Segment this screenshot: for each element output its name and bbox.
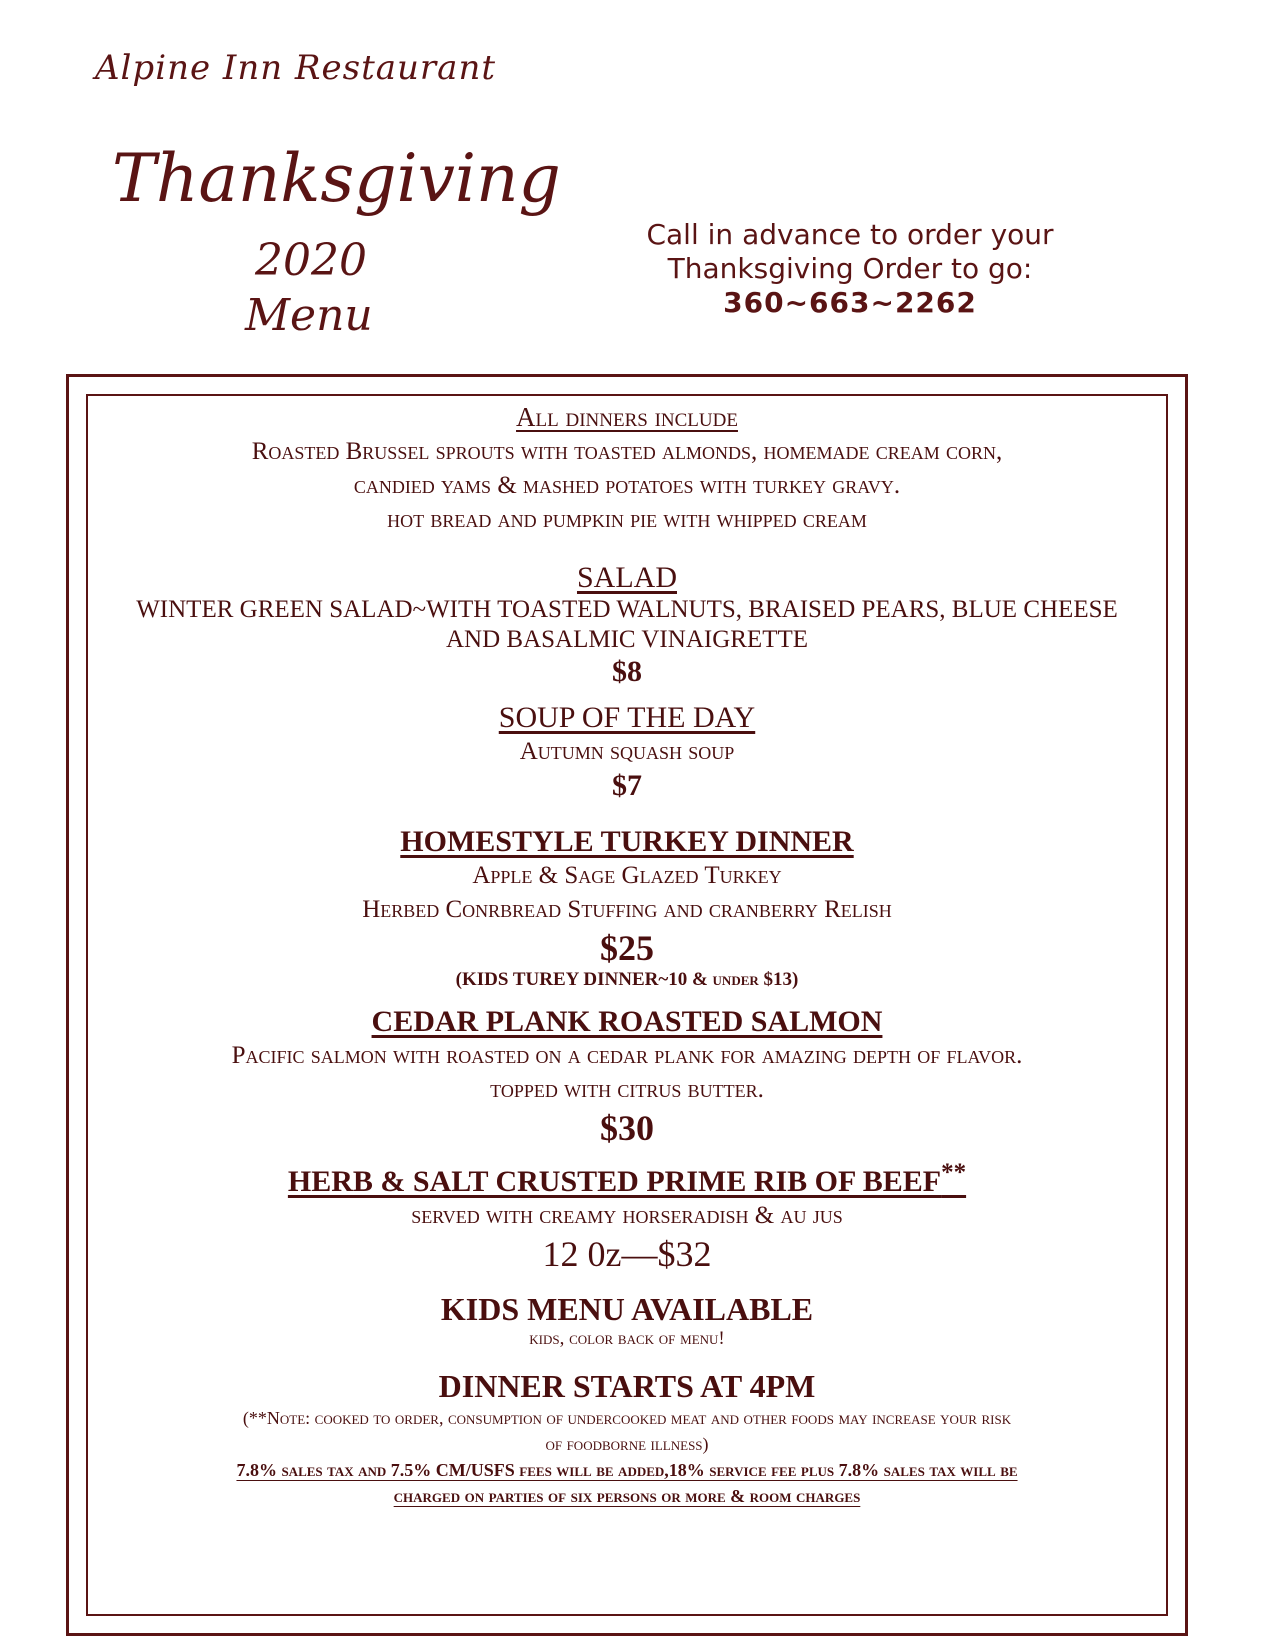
kids-turkey-price: (KIDS TUREY DINNER~10 & under $13) [455,969,799,990]
kids-menu-heading: KIDS MENU AVAILABLE [440,1291,814,1327]
tax-note-line2: charged on parties of six persons or more & room charges [393,1486,861,1506]
prime-rib-heading-text: HERB & SALT CRUSTED PRIME RIB OF BEEF [287,1165,942,1198]
prime-rib-price: 12 0z—$32 [542,1234,712,1274]
dinner-start-heading: DINNER STARTS AT 4PM [438,1368,816,1404]
salmon-price: $30 [600,1108,654,1148]
salad-price: $8 [612,655,642,688]
turkey-price: $25 [600,928,654,968]
allergy-note-line1: (**Note: cooked to order, consumption of undercooked meat and other foods may increase your risk [242,1408,1012,1428]
all-dinners-line3: hot bread and pumpkin pie with whipped cream [387,506,867,533]
prime-rib-section [92,1159,1162,1275]
kids-menu-line1: kids, color back of menu! [529,1328,725,1349]
salad-heading: SALAD [576,561,677,594]
soup-line1: Autumn squash soup [519,738,735,765]
prime-rib-heading [92,1159,1162,1199]
phone-number: 360~663~2262 [723,286,977,319]
allergy-note-line2: of foodborne illness) [545,1434,709,1454]
soup-section [92,701,1162,803]
soup-price: $7 [612,769,642,802]
salmon-line2: topped with citrus butter. [490,1076,764,1103]
prime-rib-note-mark: ** [941,1159,967,1186]
menu-title: Thanksgiving [112,140,561,217]
salad-line2: AND BASALMIC VINAIGRETTE [445,626,809,653]
kids-menu-section [92,1291,1162,1350]
menu-year: 2020 [255,235,367,286]
turkey-heading: HOMESTYLE TURKEY DINNER [400,825,854,858]
salmon-line1: Pacific salmon with roasted on a cedar plank for amazing depth of flavor. [231,1042,1023,1069]
prime-rib-line1: served with creamy horseradish & au jus [411,1202,843,1229]
soup-heading: SOUP OF THE DAY [498,701,756,734]
all-dinners-line2: candied yams & mashed potatoes with turkey gravy. [353,472,901,499]
tax-note-line1: 7.8% sales tax and 7.5% CM/USFS fees will be added,18% service fee plus 7.8% sales tax will be [236,1460,1018,1480]
salmon-heading: CEDAR PLANK ROASTED SALMON [371,1005,883,1038]
salad-line1: WINTER GREEN SALAD~WITH TOASTED WALNUTS, BRAISED PEARS, BLUE CHEESE [136,596,1118,623]
turkey-line2: Herbed Conrbread Stuffing and cranberry Relish [362,896,892,923]
salmon-section [92,1005,1162,1149]
all-dinners-heading: All dinners include [516,402,738,432]
menu-subtitle: Menu [245,290,373,341]
salad-section [92,561,1162,689]
order-info-line1: Call in advance to order your [646,218,1054,251]
turkey-section [92,825,1162,991]
all-dinners-section [92,402,1162,537]
order-info-line2: Thanksgiving Order to go: [667,252,1033,285]
restaurant-name: Alpine Inn Restaurant [95,48,497,88]
turkey-line1: Apple & Sage Glazed Turkey [472,862,782,889]
all-dinners-line1: Roasted Brussel sprouts with toasted almonds, homemade cream corn, [251,438,1003,465]
order-info [640,218,1060,320]
menu-body [92,402,1162,1509]
dinner-start-section [92,1368,1162,1509]
